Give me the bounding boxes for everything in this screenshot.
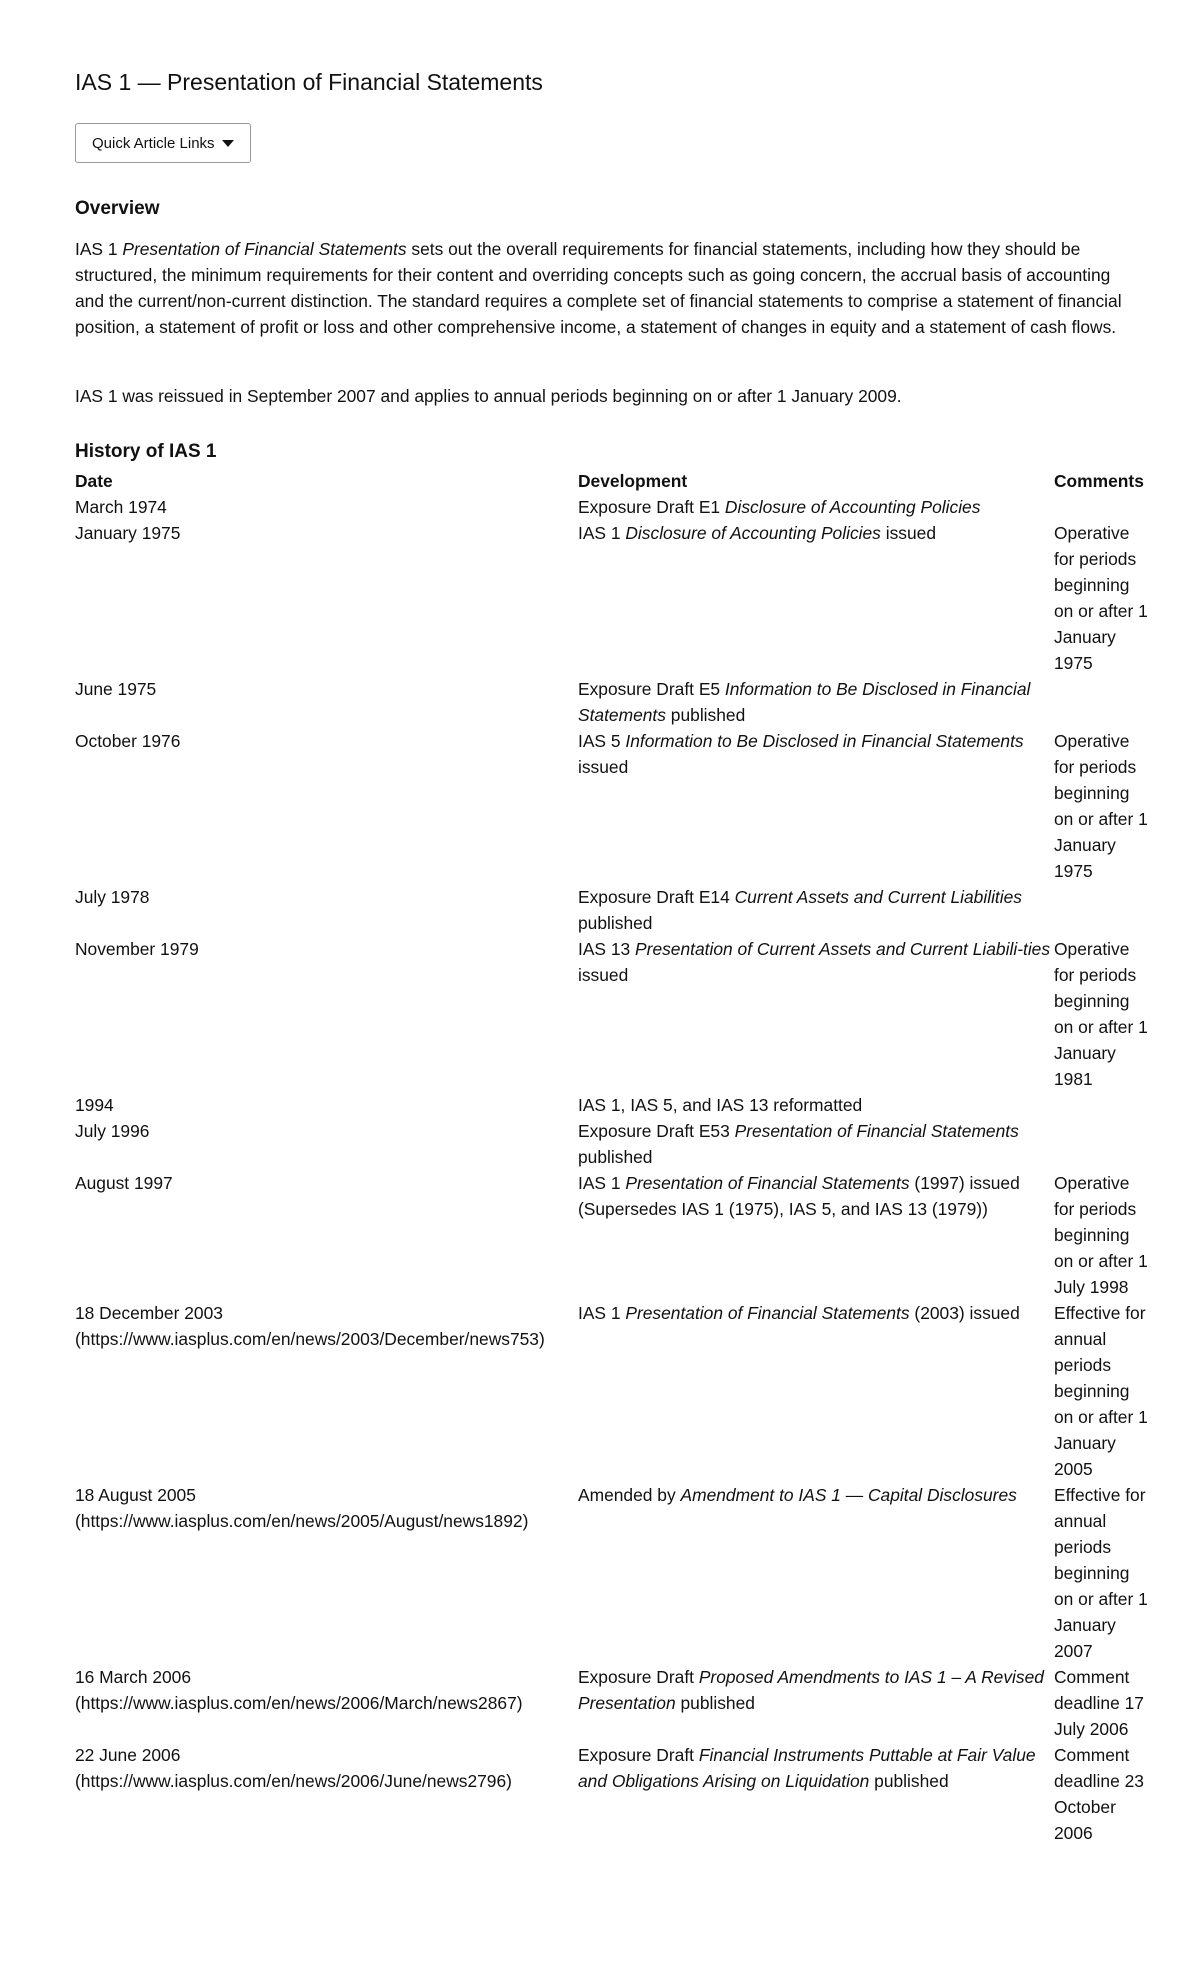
development-cell <box>578 1664 1054 1742</box>
overview-paragraph-2: IAS 1 was reissued in September 2007 and applies to annual periods beginning on or after 1 January 2009. <box>75 386 902 406</box>
comments-cell: Effective for annual periods beginning on or after 1 January 2007 <box>1054 1485 1148 1661</box>
date-text: October 1976 <box>75 731 181 751</box>
development-cell <box>578 1300 1054 1482</box>
development-text: published <box>665 705 746 725</box>
page-title: IAS 1 — Presentation of Financial Statements <box>75 69 543 95</box>
table-row <box>75 494 1150 520</box>
date-text: 22 June 2006 <box>75 1745 181 1765</box>
date-cell <box>75 884 578 936</box>
development-cell <box>578 1742 1054 1846</box>
comments-cell <box>1054 494 1150 520</box>
development-title: Disclosure of Accounting Policies <box>724 497 981 517</box>
date-text: January 1975 <box>75 523 181 543</box>
development-text: IAS 5 <box>578 731 626 751</box>
news-url-text: (https://www.iasplus.com/en/news/2005/August/news1892) <box>75 1511 529 1531</box>
column-header-development: Development <box>578 471 688 491</box>
table-row <box>75 1170 1150 1300</box>
development-text: Exposure Draft <box>578 1745 699 1765</box>
history-table-header <box>75 468 1150 494</box>
development-text: IAS 1 <box>578 1303 626 1323</box>
comments-cell: Effective for annual periods beginning on or after 1 January 2005 <box>1054 1303 1148 1479</box>
development-cell <box>578 676 1054 728</box>
comments-cell <box>1054 676 1150 728</box>
development-title: Financial Instruments Puttable at Fair Value and Obligations Arising on Liquidation <box>578 1745 1036 1791</box>
comments-cell <box>1054 1092 1150 1118</box>
date-text: 18 August 2005 <box>75 1485 196 1505</box>
overview-heading: Overview <box>75 198 160 219</box>
date-text: 1994 <box>75 1095 114 1115</box>
development-text: IAS 1 <box>578 1173 626 1193</box>
development-title: Proposed Amendments to IAS 1 – A Revised Presentation <box>578 1667 1044 1713</box>
date-cell <box>75 1742 578 1846</box>
development-title: Presentation of Financial Statements <box>734 1121 1019 1141</box>
development-text: IAS 1, IAS 5, and IAS 13 reformatted <box>578 1095 863 1115</box>
development-text: Exposure Draft E53 <box>578 1121 735 1141</box>
development-text: issued <box>880 523 936 543</box>
development-cell <box>578 1118 1054 1170</box>
table-row <box>75 1092 1150 1118</box>
development-title: Amendment to IAS 1 — Capital Disclosures <box>680 1485 1017 1505</box>
date-cell <box>75 1664 578 1742</box>
date-cell <box>75 520 578 676</box>
development-text: Exposure Draft <box>578 1667 699 1687</box>
development-text: published <box>675 1693 755 1713</box>
date-cell <box>75 1482 578 1664</box>
comments-cell: Operative for periods beginning on or after 1 January 1975 <box>1054 523 1148 673</box>
caret-down-icon <box>222 140 234 147</box>
date-text: July 1978 <box>75 887 150 907</box>
development-text: issued <box>578 757 629 777</box>
comments-cell <box>1054 1118 1150 1170</box>
development-text: published <box>578 1147 653 1167</box>
development-cell <box>578 494 1054 520</box>
table-row <box>75 936 1150 1092</box>
development-text: published <box>869 1771 949 1791</box>
development-cell <box>578 520 1054 676</box>
development-text: Exposure Draft E14 <box>578 887 735 907</box>
table-row <box>75 520 1150 676</box>
development-text: Exposure Draft E5 <box>578 679 725 699</box>
comments-cell <box>1054 884 1150 936</box>
overview-p1-pre: IAS 1 <box>75 239 123 259</box>
development-title: Presentation of Current Assets and Current Liabili-ties <box>635 939 1051 959</box>
comments-cell: Comment deadline 23 October 2006 <box>1054 1745 1144 1843</box>
development-text: Exposure Draft E1 <box>578 497 725 517</box>
column-header-comments: Comments <box>1054 471 1144 491</box>
development-title: Presentation of Financial Statements <box>625 1303 910 1323</box>
date-cell <box>75 1118 578 1170</box>
history-heading: History of IAS 1 <box>75 441 217 462</box>
date-text: August 1997 <box>75 1173 173 1193</box>
date-cell <box>75 494 578 520</box>
date-cell <box>75 728 578 884</box>
date-cell <box>75 1300 578 1482</box>
development-cell <box>578 1170 1054 1300</box>
date-text: March 1974 <box>75 497 167 517</box>
comments-cell: Operative for periods beginning on or after 1 July 1998 <box>1054 1173 1148 1297</box>
development-cell <box>578 1482 1054 1664</box>
table-row <box>75 1482 1150 1664</box>
table-row <box>75 676 1150 728</box>
comments-cell: Comment deadline 17 July 2006 <box>1054 1667 1144 1739</box>
table-row <box>75 1664 1150 1742</box>
history-table-body <box>75 494 1150 1846</box>
overview-p1-title: Presentation of Financial Statements <box>122 239 407 259</box>
development-title: Information to Be Disclosed in Financial Statements <box>578 679 1031 725</box>
quick-article-links-button[interactable] <box>75 123 251 163</box>
date-cell <box>75 676 578 728</box>
development-title: Current Assets and Current Liabilities <box>734 887 1022 907</box>
date-cell <box>75 1092 578 1118</box>
date-cell <box>75 936 578 1092</box>
development-title: Information to Be Disclosed in Financial Statements <box>625 731 1024 751</box>
development-title: Presentation of Financial Statements <box>625 1173 910 1193</box>
development-text: published <box>578 913 653 933</box>
development-text: Amended by <box>578 1485 681 1505</box>
development-text: (2003) issued <box>909 1303 1020 1323</box>
development-text: IAS 1 <box>578 523 626 543</box>
table-row <box>75 728 1150 884</box>
news-url-text: (https://www.iasplus.com/en/news/2006/June/news2796) <box>75 1771 512 1791</box>
overview-p1-post: sets out the overall requirements for financial statements, including how they should be structured, the minimum requirements for their content and overriding concepts such as going concern, the accrual basis of accounting and the current/non-current distinction. The standard requires a complete set of financial statements to comprise a statement of financial position, a statement of profit or loss and other comprehensive income, a statement of changes in equity and a statement of cash flows. <box>75 239 1122 337</box>
development-text: (1997) issued (Supersedes IAS 1 (1975), IAS 5, and IAS 13 (1979)) <box>578 1173 1020 1219</box>
development-cell <box>578 936 1054 1092</box>
overview-paragraph-1 <box>75 236 1135 340</box>
table-row <box>75 1300 1150 1482</box>
date-text: 16 March 2006 <box>75 1667 192 1687</box>
development-cell <box>578 728 1054 884</box>
table-row <box>75 1118 1150 1170</box>
development-text: IAS 13 <box>578 939 636 959</box>
news-url-text: (https://www.iasplus.com/en/news/2003/December/news753) <box>75 1329 545 1349</box>
development-cell <box>578 884 1054 936</box>
comments-cell: Operative for periods beginning on or after 1 January 1975 <box>1054 731 1148 881</box>
date-text: June 1975 <box>75 679 157 699</box>
history-table <box>75 468 1150 1846</box>
comments-cell: Operative for periods beginning on or after 1 January 1981 <box>1054 939 1148 1089</box>
table-row <box>75 1742 1150 1846</box>
column-header-date: Date <box>75 471 113 491</box>
development-text: issued <box>578 965 629 985</box>
date-text: 18 December 2003 <box>75 1303 223 1323</box>
date-text: November 1979 <box>75 939 199 959</box>
development-title: Disclosure of Accounting Policies <box>625 523 881 543</box>
quick-article-links-label: Quick Article Links <box>92 134 215 152</box>
development-cell <box>578 1092 1054 1118</box>
date-text: July 1996 <box>75 1121 150 1141</box>
news-url-text: (https://www.iasplus.com/en/news/2006/March/news2867) <box>75 1693 523 1713</box>
table-row <box>75 884 1150 936</box>
date-cell <box>75 1170 578 1300</box>
